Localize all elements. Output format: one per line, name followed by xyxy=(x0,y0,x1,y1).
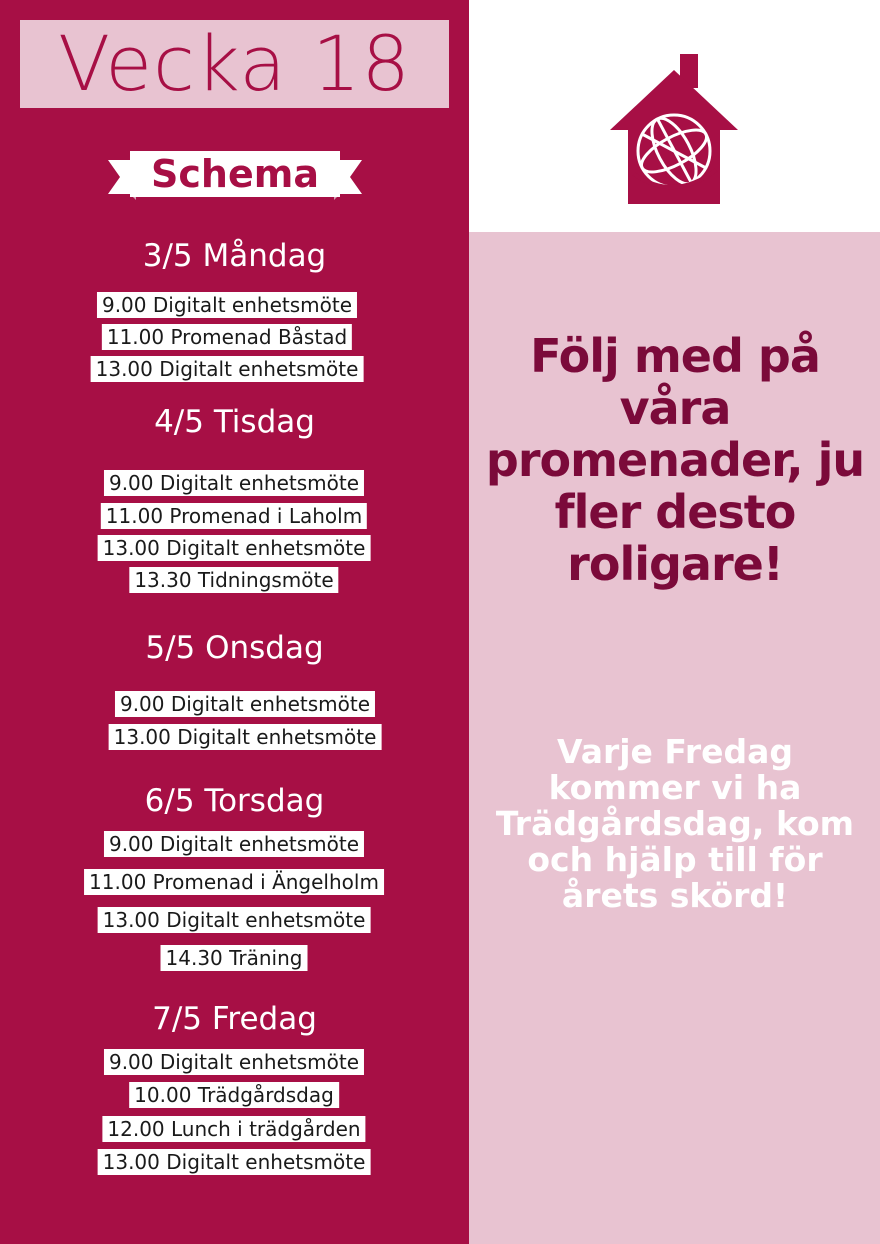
title-box xyxy=(20,20,449,108)
schedule-item: 13.00 Digitalt enhetsmöte xyxy=(98,907,371,933)
schedule-item: 13.30 Tidningsmöte xyxy=(129,567,338,593)
day-heading-thursday: 6/5 Torsdag xyxy=(144,783,325,819)
schema-label: Schema xyxy=(151,152,319,196)
schema-ribbon xyxy=(108,148,362,202)
schedule-item: 14.30 Träning xyxy=(161,945,308,971)
house-globe-icon xyxy=(606,52,742,206)
schedule-item: 12.00 Lunch i trädgården xyxy=(102,1116,365,1142)
day-heading-wednesday: 5/5 Onsdag xyxy=(145,630,324,666)
day-heading-monday: 3/5 Måndag xyxy=(142,238,327,274)
friday-note: Varje Fredag kommer vi ha Trädgårdsdag, kom och hjälp till för årets skörd! xyxy=(495,732,855,915)
schedule-item: 13.00 Digitalt enhetsmöte xyxy=(91,356,364,382)
schedule-item: 11.00 Promenad Båstad xyxy=(102,324,352,350)
schedule-item: 11.00 Promenad i Ängelholm xyxy=(84,869,384,895)
schedule-item: 9.00 Digitalt enhetsmöte xyxy=(97,292,357,318)
day-heading-friday: 7/5 Fredag xyxy=(152,1001,317,1037)
schedule-item: 13.00 Digitalt enhetsmöte xyxy=(98,535,371,561)
day-heading-tuesday: 4/5 Tisdag xyxy=(154,404,315,440)
schedule-item: 9.00 Digitalt enhetsmöte xyxy=(104,1049,364,1075)
schedule-item: 9.00 Digitalt enhetsmöte xyxy=(104,831,364,857)
schedule-item: 13.00 Digitalt enhetsmöte xyxy=(109,724,382,750)
schedule-item: 11.00 Promenad i Laholm xyxy=(101,503,367,529)
schedule-item: 10.00 Trädgårdsdag xyxy=(129,1082,339,1108)
page-title: Vecka 18 xyxy=(58,19,411,108)
schedule-item: 9.00 Digitalt enhetsmöte xyxy=(115,691,375,717)
promo-text: Följ med på våra promenader, ju fler desto roligare! xyxy=(485,329,865,591)
schedule-item: 13.00 Digitalt enhetsmöte xyxy=(98,1149,371,1175)
schedule-item: 9.00 Digitalt enhetsmöte xyxy=(104,470,364,496)
